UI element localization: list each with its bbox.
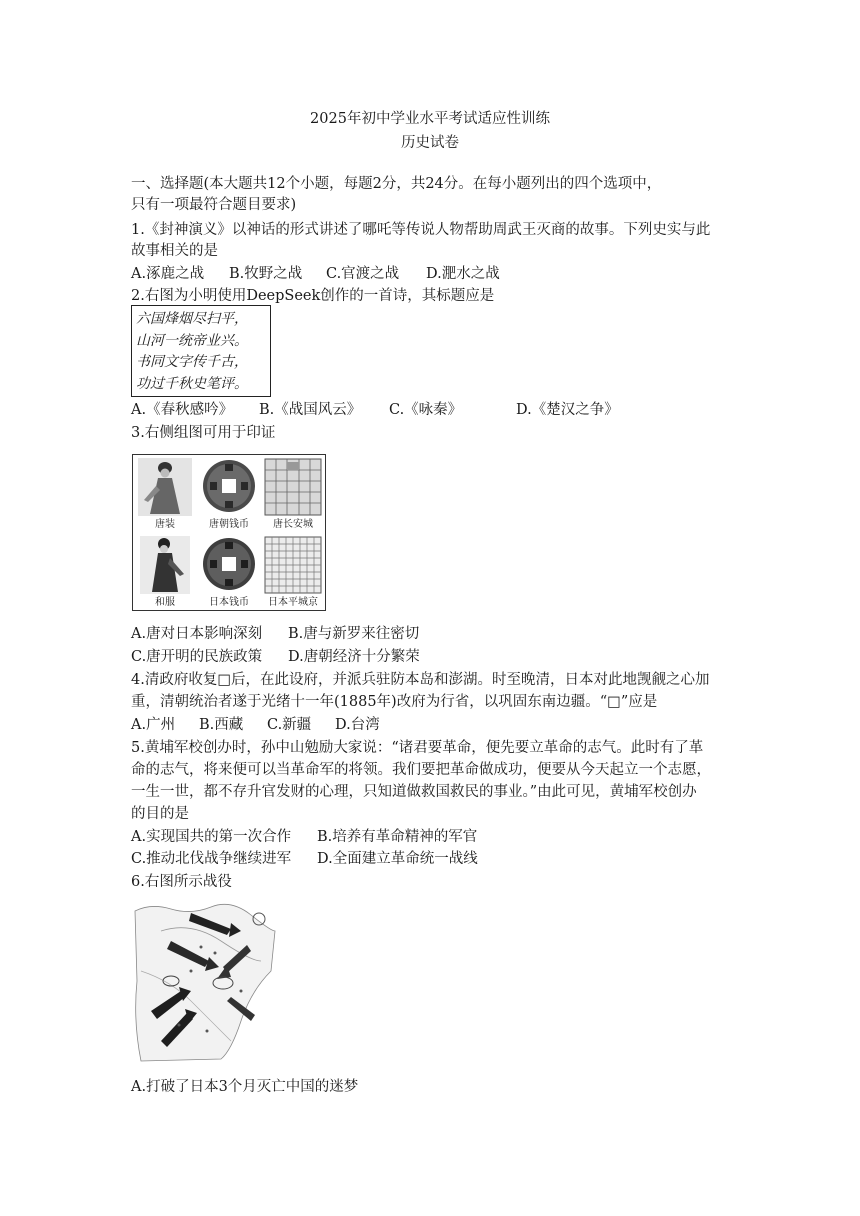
q2-option-a[interactable]: A.《春秋感吟》 [131, 402, 234, 418]
q1-option-a[interactable]: A.涿鹿之战 [131, 266, 205, 282]
q2-option-c[interactable]: C.《咏秦》 [389, 402, 463, 418]
caption-tang-changan: 唐长安城 [273, 519, 313, 530]
q3-option-a[interactable]: A.唐对日本影响深刻 [131, 626, 263, 642]
q2-option-d[interactable]: D.《楚汉之争》 [516, 402, 619, 418]
kimono-image [134, 534, 196, 610]
q5-options-row2 [131, 849, 478, 869]
q3-stem: 3.右侧组图可用于印证 [131, 425, 276, 441]
q6-stem: 6.右图所示战役 [131, 874, 232, 890]
q5-stem-line1: 5.黄埔军校创办时，孙中山勉励大家说：“诸君要革命，便先要立革命的志气。此时有了革 [131, 740, 704, 756]
caption-heijo-kyo: 日本平城京 [268, 597, 318, 608]
japan-coin-image [198, 534, 260, 610]
q4-stem-line2: 重，清朝统治者遂于光绪十一年(1885年)改府为行省，以巩固东南边疆。“□”应是 [131, 694, 658, 710]
q5-stem-line3: 一生一世，都不存升官发财的心理，只知道做救国救民的事业。”由此可见，黄埔军校创办 [131, 784, 697, 800]
q3-option-c[interactable]: C.唐开明的民族政策 [131, 649, 263, 665]
poem-line: 功过千秋史笔评。 [136, 375, 248, 392]
poem-line: 书同文字传千古， [136, 354, 248, 370]
tang-changan-map-image [262, 456, 324, 532]
poem-line: 六国烽烟尽扫平， [136, 311, 248, 327]
poem-line: 山河一统帝业兴。 [136, 332, 248, 349]
heijo-kyo-map-image [262, 534, 324, 610]
q1-stem-line2: 故事相关的是 [131, 243, 218, 259]
q4-option-d[interactable]: D.台湾 [335, 717, 380, 733]
q4-option-a[interactable]: A.广州 [131, 717, 176, 733]
q1-option-c[interactable]: C.官渡之战 [326, 266, 400, 282]
poem-box [131, 305, 271, 397]
q1-options [131, 264, 500, 284]
section-intro-line2: 只有一项最符合题目要求) [131, 197, 297, 213]
q5-option-b[interactable]: B.培养有革命精神的军官 [317, 829, 478, 845]
q5-option-d[interactable]: D.全面建立革命统一战线 [317, 851, 478, 867]
section-intro-line1: 一、选择题(本大题共12个小题，每题2分，共24分。在每小题列出的四个选项中， [131, 176, 662, 192]
q2-option-b[interactable]: B.《战国风云》 [259, 402, 362, 418]
campaign-map-image [131, 901, 279, 1063]
caption-kimono: 和服 [155, 597, 175, 608]
exam-subtitle: 历史试卷 [401, 135, 459, 151]
q6-option-a[interactable]: A.打破了日本3个月灭亡中国的迷梦 [131, 1079, 359, 1095]
q3-options-row2 [131, 647, 420, 667]
q5-option-c[interactable]: C.推动北伐战争继续进军 [131, 851, 292, 867]
caption-japan-coin: 日本钱币 [209, 597, 249, 608]
q1-option-b[interactable]: B.牧野之战 [229, 266, 303, 282]
q2-options [131, 400, 619, 420]
q5-options-row1 [131, 827, 477, 847]
q2-stem: 2.右图为小明使用DeepSeek创作的一首诗，其标题应是 [131, 288, 495, 304]
q5-stem-line2: 命的志气，将来便可以当革命军的将领。我们要把革命做成功，便要从今天起立一个志愿， [131, 762, 711, 778]
q4-options [131, 715, 380, 735]
tang-coin-image [198, 456, 260, 532]
q3-options-row1 [131, 624, 419, 644]
q3-option-d[interactable]: D.唐朝经济十分繁荣 [288, 649, 420, 665]
q1-option-d[interactable]: D.淝水之战 [426, 266, 500, 282]
caption-tang-coin: 唐朝钱币 [209, 519, 249, 530]
q3-option-b[interactable]: B.唐与新罗来往密切 [288, 626, 420, 642]
q4-stem-line1: 4.清政府收复□后，在此设府，并派兵驻防本岛和澎湖。时至晚清，日本对此地觊觎之心加 [131, 672, 710, 688]
exam-title: 2025年初中学业水平考试适应性训练 [310, 111, 550, 127]
q1-stem-line1: 1.《封神演义》以神话的形式讲述了哪吒等传说人物帮助周武王灭商的故事。下列史实与此 [131, 222, 711, 238]
caption-tang-costume: 唐装 [155, 519, 175, 530]
q4-option-b[interactable]: B.西藏 [199, 717, 244, 733]
q3-image-grid [132, 454, 326, 611]
q4-option-c[interactable]: C.新疆 [267, 717, 312, 733]
tang-costume-image [134, 456, 196, 532]
q5-stem-line4: 的目的是 [131, 806, 189, 822]
q5-option-a[interactable]: A.实现国共的第一次合作 [131, 829, 292, 845]
